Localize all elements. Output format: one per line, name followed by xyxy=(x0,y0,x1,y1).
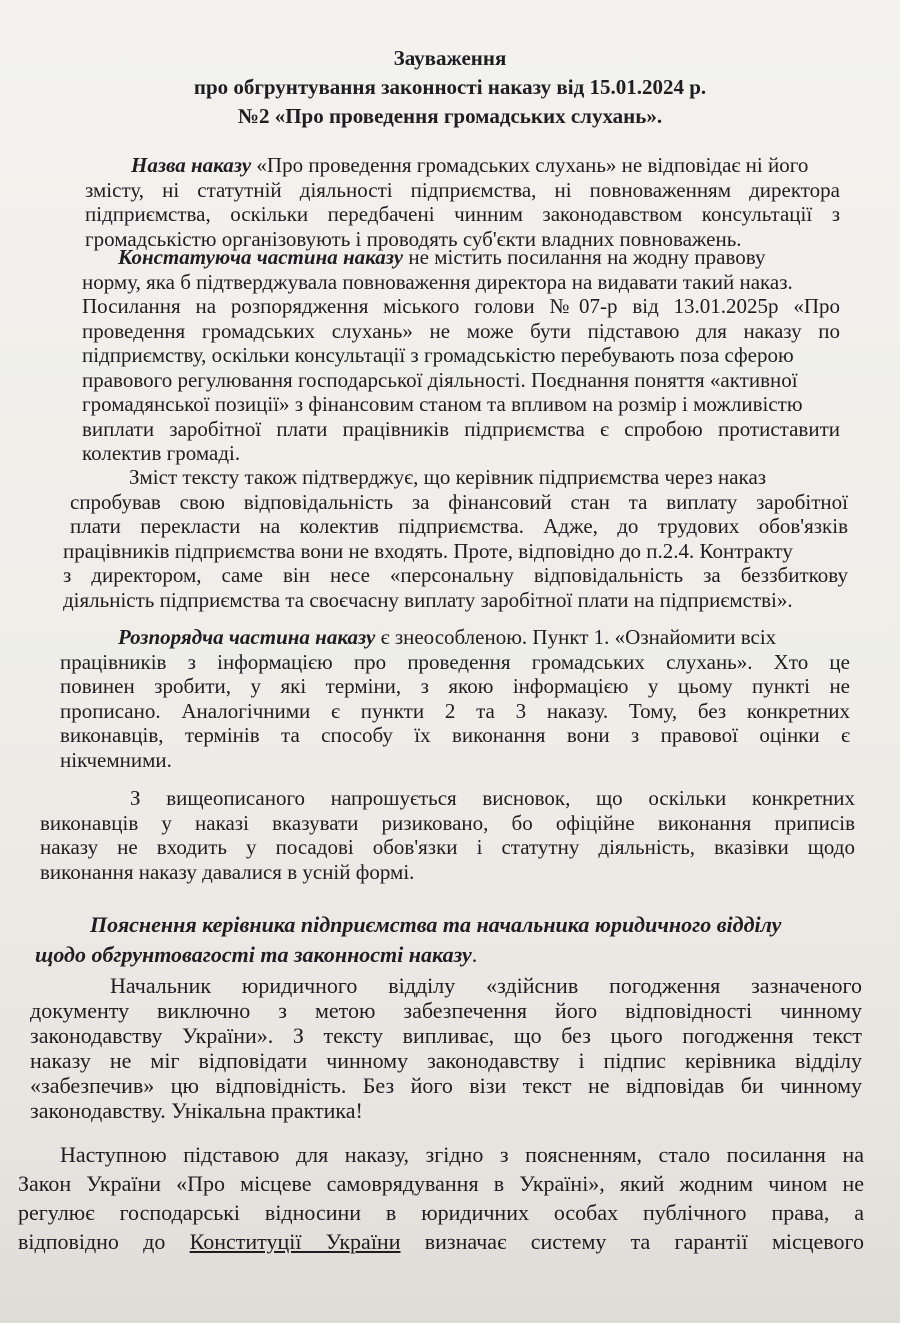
lead-stating-part: Констатуюча частина наказу xyxy=(118,245,404,269)
paragraph-order-title: Назва наказу «Про проведення громадських слухань» не відповідає ні його змісту, ні статутній діяльності підприємства, ні повноваженням директора підприємства, оскільки передбачені чинним законодавством консультації з громадськістю організовують і проводять суб'єкти владних повноважень. xyxy=(85,153,840,251)
paragraph-operative-part: Розпорядча частина наказу є знеособленою. Пункт 1. «Ознайомити всіх працівників з інформацією про проведення громадських слухань». Хто це повинен зробити, у які терміни, з якою інформацією у цьому пункті не прописано. Аналогічними є пункти 2 та 3 наказу. Тому, без конкретних виконавців, термінів та способу їх виконання вони з правової оцінки є нікчемними. xyxy=(60,625,850,772)
paragraph-stating-part: Констатуюча частина наказу не містить посилання на жодну правову норму, яка б підтверджувала повноваження директора на видавати такий наказ. Посилання на розпорядження міського голови №07-р від 13.01.2025р «Про проведення громадських слухань» не може бути підставою для наказу по підприємству, оскільки консультації з громадськістю перебувають поза сферою правового регулювання господарської діяльності. Поєднання поняття «активної громадянської позиції» з фінансовим станом та впливом на розмір і можливістю виплати заробітної плати працівників підприємства є спробою протиставити колектив громаді. xyxy=(82,245,840,465)
document-header xyxy=(0,44,900,131)
header-order-name: №2 «Про проведення громадських слухань». xyxy=(237,104,663,128)
header-title: Зауваження xyxy=(393,46,507,70)
section-heading-explanations: Пояснення керівника підприємства та начальника юридичного відділу xyxy=(90,912,782,937)
constitution-link[interactable]: Конституції України xyxy=(189,1229,401,1254)
lead-order-title: Назва наказу xyxy=(131,153,252,177)
paragraph-text-content: Зміст тексту також підтверджує, що керівник підприємства через наказ спробував свою відповідальність за фінансовий стан та виплату заробітної плати перекласти на колектив підприємства. Адже, до трудових обов'язків працівників підприємства вони не входять. Проте, відповідно до п.2.4. Контракту з директором, саме він несе «персональну відповідальність за беззбиткову діяльність підприємства та своєчасну виплату заробітної плати на підприємстві». xyxy=(63,465,848,612)
paragraph-conclusion: З вищеописаного напрошується висновок, що оскільки конкретних виконавців у наказі вказувати ризиковано, бо офіційне виконання приписів наказу не входить у посадові обов'язки і статутну діяльність, вказівки щодо виконання наказу давалися в усній формі. xyxy=(40,786,855,884)
header-subtitle: про обгрунтування законності наказу від 15.01.2024 р. xyxy=(193,75,707,99)
paragraph-local-government-law: Наступною підставою для наказу, згідно з поясненням, стало посилання на Закон України «Про місцеве самоврядування в Україні», який жодним чином не регулює господарські відносини в юридичних особах публічного права, а відповідно до Конституції України визначає систему та гарантії місцевого xyxy=(18,1142,864,1254)
section-heading-explanations-line2: щодо обгрунтовагості та законності наказу. xyxy=(35,942,478,967)
paragraph-legal-department: Начальник юридичного відділу «здійснив погодження зазначеного документу виключно з метою забезпечення його відповідності чинному законодавству України». З тексту випливає, що без цього погодження текст наказу не міг відповідати чинному законодавству і підпис керівника відділу «забезпечив» цю відповідність. Без його візи текст не відповідав би чинному законодавству. Унікальна практика! xyxy=(30,973,862,1123)
lead-operative-part: Розпорядча частина наказу xyxy=(118,625,376,649)
